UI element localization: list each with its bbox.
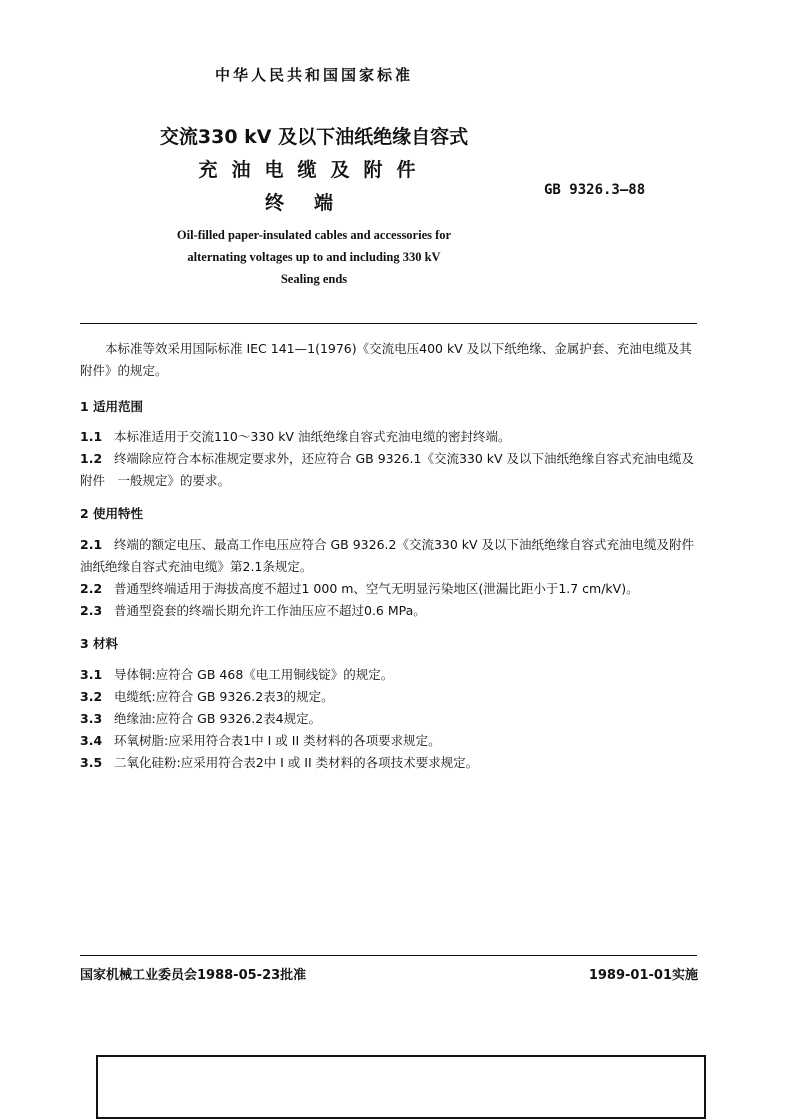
bottom-frame-box (96, 1055, 706, 1119)
clause-3-5 (80, 752, 697, 774)
clause-number: 2.1 (80, 537, 103, 552)
english-title-line-1: Oil-filled paper-insulated cables and accessories for (176, 228, 452, 242)
intro-paragraph: 本标准等效采用国际标准 IEC 141—1(1976)《交流电压400 kV 及以下纸绝缘、金属护套、充油电缆及其附件》的规定。 (80, 341, 692, 378)
clause-2-2 (80, 578, 697, 600)
clause-number: 3.1 (80, 667, 103, 682)
clause-1-2 (80, 448, 697, 492)
clause-3-2 (80, 686, 697, 708)
national-standard-header: 中华人民共和国国家标准 (214, 66, 413, 84)
clause-text: 绝缘油:应符合 GB 9326.2表4规定。 (114, 711, 322, 726)
clause-number: 3.2 (80, 689, 103, 704)
clause-3-1 (80, 664, 697, 686)
title-line-2: 充油电缆及附件 (198, 159, 430, 181)
title-line-1: 交流330 kV 及以下油纸绝缘自容式 (159, 126, 469, 148)
english-title-line-3: Sealing ends (280, 272, 348, 286)
clause-number: 1.1 (80, 429, 103, 444)
clause-text: 二氧化硅粉:应采用符合表2中 I 或 II 类材料的各项技术要求规定。 (114, 755, 479, 770)
clause-1-1 (80, 426, 697, 448)
clause-text: 电缆纸:应符合 GB 9326.2表3的规定。 (114, 689, 334, 704)
clause-number: 3.3 (80, 711, 103, 726)
approval-date: 国家机械工业委员会1988-05-23批准 (80, 968, 307, 983)
clause-text: 普通型瓷套的终端长期允许工作油压应不超过0.6 MPa。 (114, 603, 426, 618)
standard-code: GB 9326.3—88 (544, 182, 646, 198)
clause-text: 本标准适用于交流110～330 kV 油纸绝缘自容式充油电缆的密封终端。 (114, 429, 511, 444)
section-title-2: 2 使用特性 (80, 506, 144, 521)
clause-number: 2.2 (80, 581, 103, 596)
clause-number: 3.5 (80, 755, 103, 770)
clause-3-3 (80, 708, 697, 730)
section-title-1: 1 适用范围 (80, 399, 144, 414)
clause-number: 2.3 (80, 603, 103, 618)
clause-number: 1.2 (80, 451, 103, 466)
effective-date: 1989-01-01实施 (588, 968, 698, 983)
clause-text: 终端的额定电压、最高工作电压应符合 GB 9326.2《交流330 kV 及以下油纸绝缘自容式充油电缆及附件 油纸绝缘自容式充油电缆》第2.1条规定。 (80, 537, 707, 574)
clause-3-4 (80, 730, 697, 752)
clause-text: 终端除应符合本标准规定要求外，还应符合 GB 9326.1《交流330 kV 及以下油纸绝缘自容式充油电缆及附件 一般规定》的要求。 (80, 451, 695, 488)
section-title-3: 3 材料 (80, 636, 119, 651)
clause-2-1 (80, 534, 707, 578)
clause-2-3 (80, 600, 697, 622)
header-divider (80, 323, 697, 324)
clause-text: 环氧树脂:应采用符合表1中 I 或 II 类材料的各项要求规定。 (114, 733, 441, 748)
clause-text: 普通型终端适用于海拔高度不超过1 000 m、空气无明显污染地区(泄漏比距小于1.7 cm/kV)。 (114, 581, 639, 596)
clause-number: 3.4 (80, 733, 103, 748)
footer-divider (80, 955, 697, 956)
clause-text: 导体铜:应符合 GB 468《电工用铜线锭》的规定。 (114, 667, 394, 682)
english-title-line-2: alternating voltages up to and including 330 kV (187, 250, 441, 264)
title-line-3: 终端 (264, 192, 363, 214)
